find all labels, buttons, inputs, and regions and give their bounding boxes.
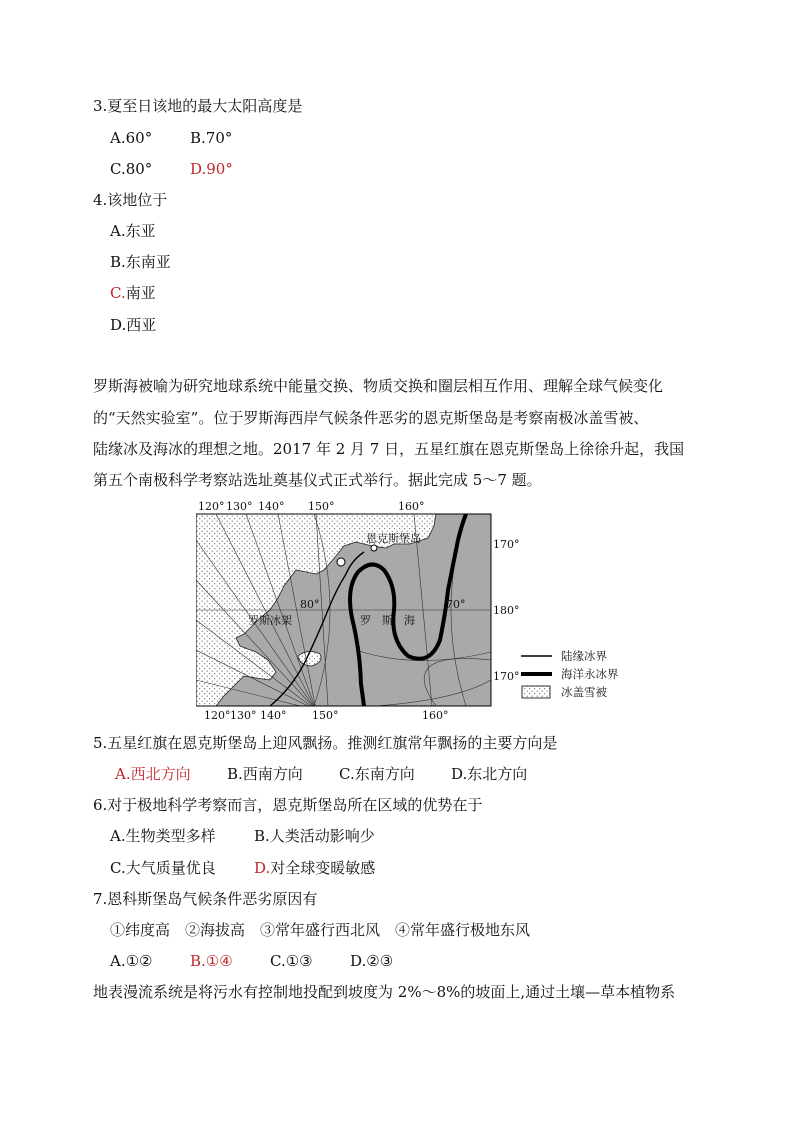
q5-options (115, 764, 527, 784)
top-lon-160: 160° (398, 500, 425, 513)
lat-label-70: 70° (446, 598, 466, 611)
legend-continental: 陆缘冰界 (561, 649, 607, 663)
q5-option-c: C.东南方向 (339, 765, 415, 783)
right-lon-170-top: 170° (493, 538, 520, 551)
q5-option-a: A.西北方向 (115, 765, 191, 783)
q6-options-row1 (110, 826, 375, 846)
q6-options-row2 (110, 858, 375, 878)
right-lon-180: 180° (493, 604, 520, 617)
bottom-lon-140: 140° (260, 709, 287, 722)
q3-option-c: C.80° (110, 160, 153, 178)
legend-ice-cover: 冰盖雪被 (561, 685, 607, 699)
q7-options (110, 951, 393, 971)
q3-stem: 3.夏至日该地的最大太阳高度是 (93, 97, 303, 115)
q4-option-c-text: 南亚 (125, 284, 156, 302)
island-label: 恩克斯堡岛 (366, 532, 421, 545)
q6-option-c: C.大气质量优良 (110, 859, 216, 877)
q5-option-d: D.东北方向 (451, 765, 528, 783)
legend-permanent-ice: 海洋永冰界 (561, 667, 619, 681)
q6-stem: 6.对于极地科学考察而言，恩克斯堡岛所在区域的优势在于 (93, 796, 483, 814)
ice-shelf-label: 罗斯冰架 (248, 614, 292, 627)
passage-line-2: 的“天然实验室”。位于罗斯海西岸气候条件恶劣的恩克斯堡岛是考察南极冰盖雪被、 (93, 409, 649, 427)
q7-option-a: A.①② (110, 952, 153, 970)
q6-option-b: B.人类活动影响少 (254, 827, 375, 845)
q7-option-b: B.①④ (190, 952, 233, 970)
q6-option-d-text: 对全球变暖敏感 (270, 859, 376, 877)
sea-label: 罗 斯 海 (360, 614, 415, 627)
passage-line-4: 第五个南极科学考察站选址奠基仪式正式举行。据此完成 5～7 题。 (93, 471, 542, 489)
q4-option-c (110, 283, 156, 303)
passage-line-1: 罗斯海被喻为研究地球系统中能量交换、物质交换和圈层相互作用、理解全球气候变化 (93, 377, 664, 395)
top-lon-120: 120° (198, 500, 225, 513)
q4-option-c-letter: C. (110, 284, 126, 302)
top-lon-130: 130° (226, 500, 253, 513)
q7-option-d: D.②③ (350, 952, 394, 970)
q6-option-a: A.生物类型多样 (110, 827, 216, 845)
bottom-lon-120: 120° (204, 709, 231, 722)
q3-option-d: D.90° (190, 160, 233, 178)
q7-items: ①纬度高 ②海拔高 ③常年盛行西北风 ④常年盛行极地东风 (110, 921, 531, 939)
next-passage-line: 地表漫流系统是将污水有控制地投配到坡度为 2%～8%的坡面上,通过土壤—草本植物系 (93, 983, 676, 1001)
top-lon-150: 150° (308, 500, 335, 513)
lat-label-80: 80° (300, 598, 320, 611)
q5-option-b: B.西南方向 (227, 765, 303, 783)
q5-stem: 5.五星红旗在恩克斯堡岛上迎风飘扬。推测红旗常年飘扬的主要方向是 (93, 734, 558, 752)
q4-option-a: A.东亚 (110, 222, 156, 240)
q7-stem: 7.恩科斯堡岛气候条件恶劣原因有 (93, 890, 318, 908)
q4-stem: 4.该地位于 (93, 191, 168, 209)
right-lon-170-bottom: 170° (493, 670, 520, 683)
ross-sea-map (196, 500, 632, 722)
q7-option-c: C.①③ (270, 952, 313, 970)
bottom-lon-160: 160° (422, 709, 449, 722)
top-lon-140: 140° (258, 500, 285, 513)
passage-line-3: 陆缘冰及海冰的理想之地。2017 年 2 月 7 日，五星红旗在恩克斯堡岛上徐徐升起，我国 (93, 440, 685, 458)
q3-option-b: B.70° (190, 129, 233, 147)
q3-options-row1 (110, 128, 232, 148)
map-legend (521, 649, 619, 699)
q3-options-row2 (110, 159, 233, 179)
bottom-lon-130: 130° (230, 709, 257, 722)
bottom-lon-150: 150° (312, 709, 339, 722)
q3-option-a: A.60° (110, 129, 153, 147)
q4-option-d: D.西亚 (110, 316, 157, 334)
q4-option-b: B.东南亚 (110, 253, 171, 271)
q6-option-d-letter: D. (254, 859, 271, 877)
q6-option-d (254, 858, 375, 878)
